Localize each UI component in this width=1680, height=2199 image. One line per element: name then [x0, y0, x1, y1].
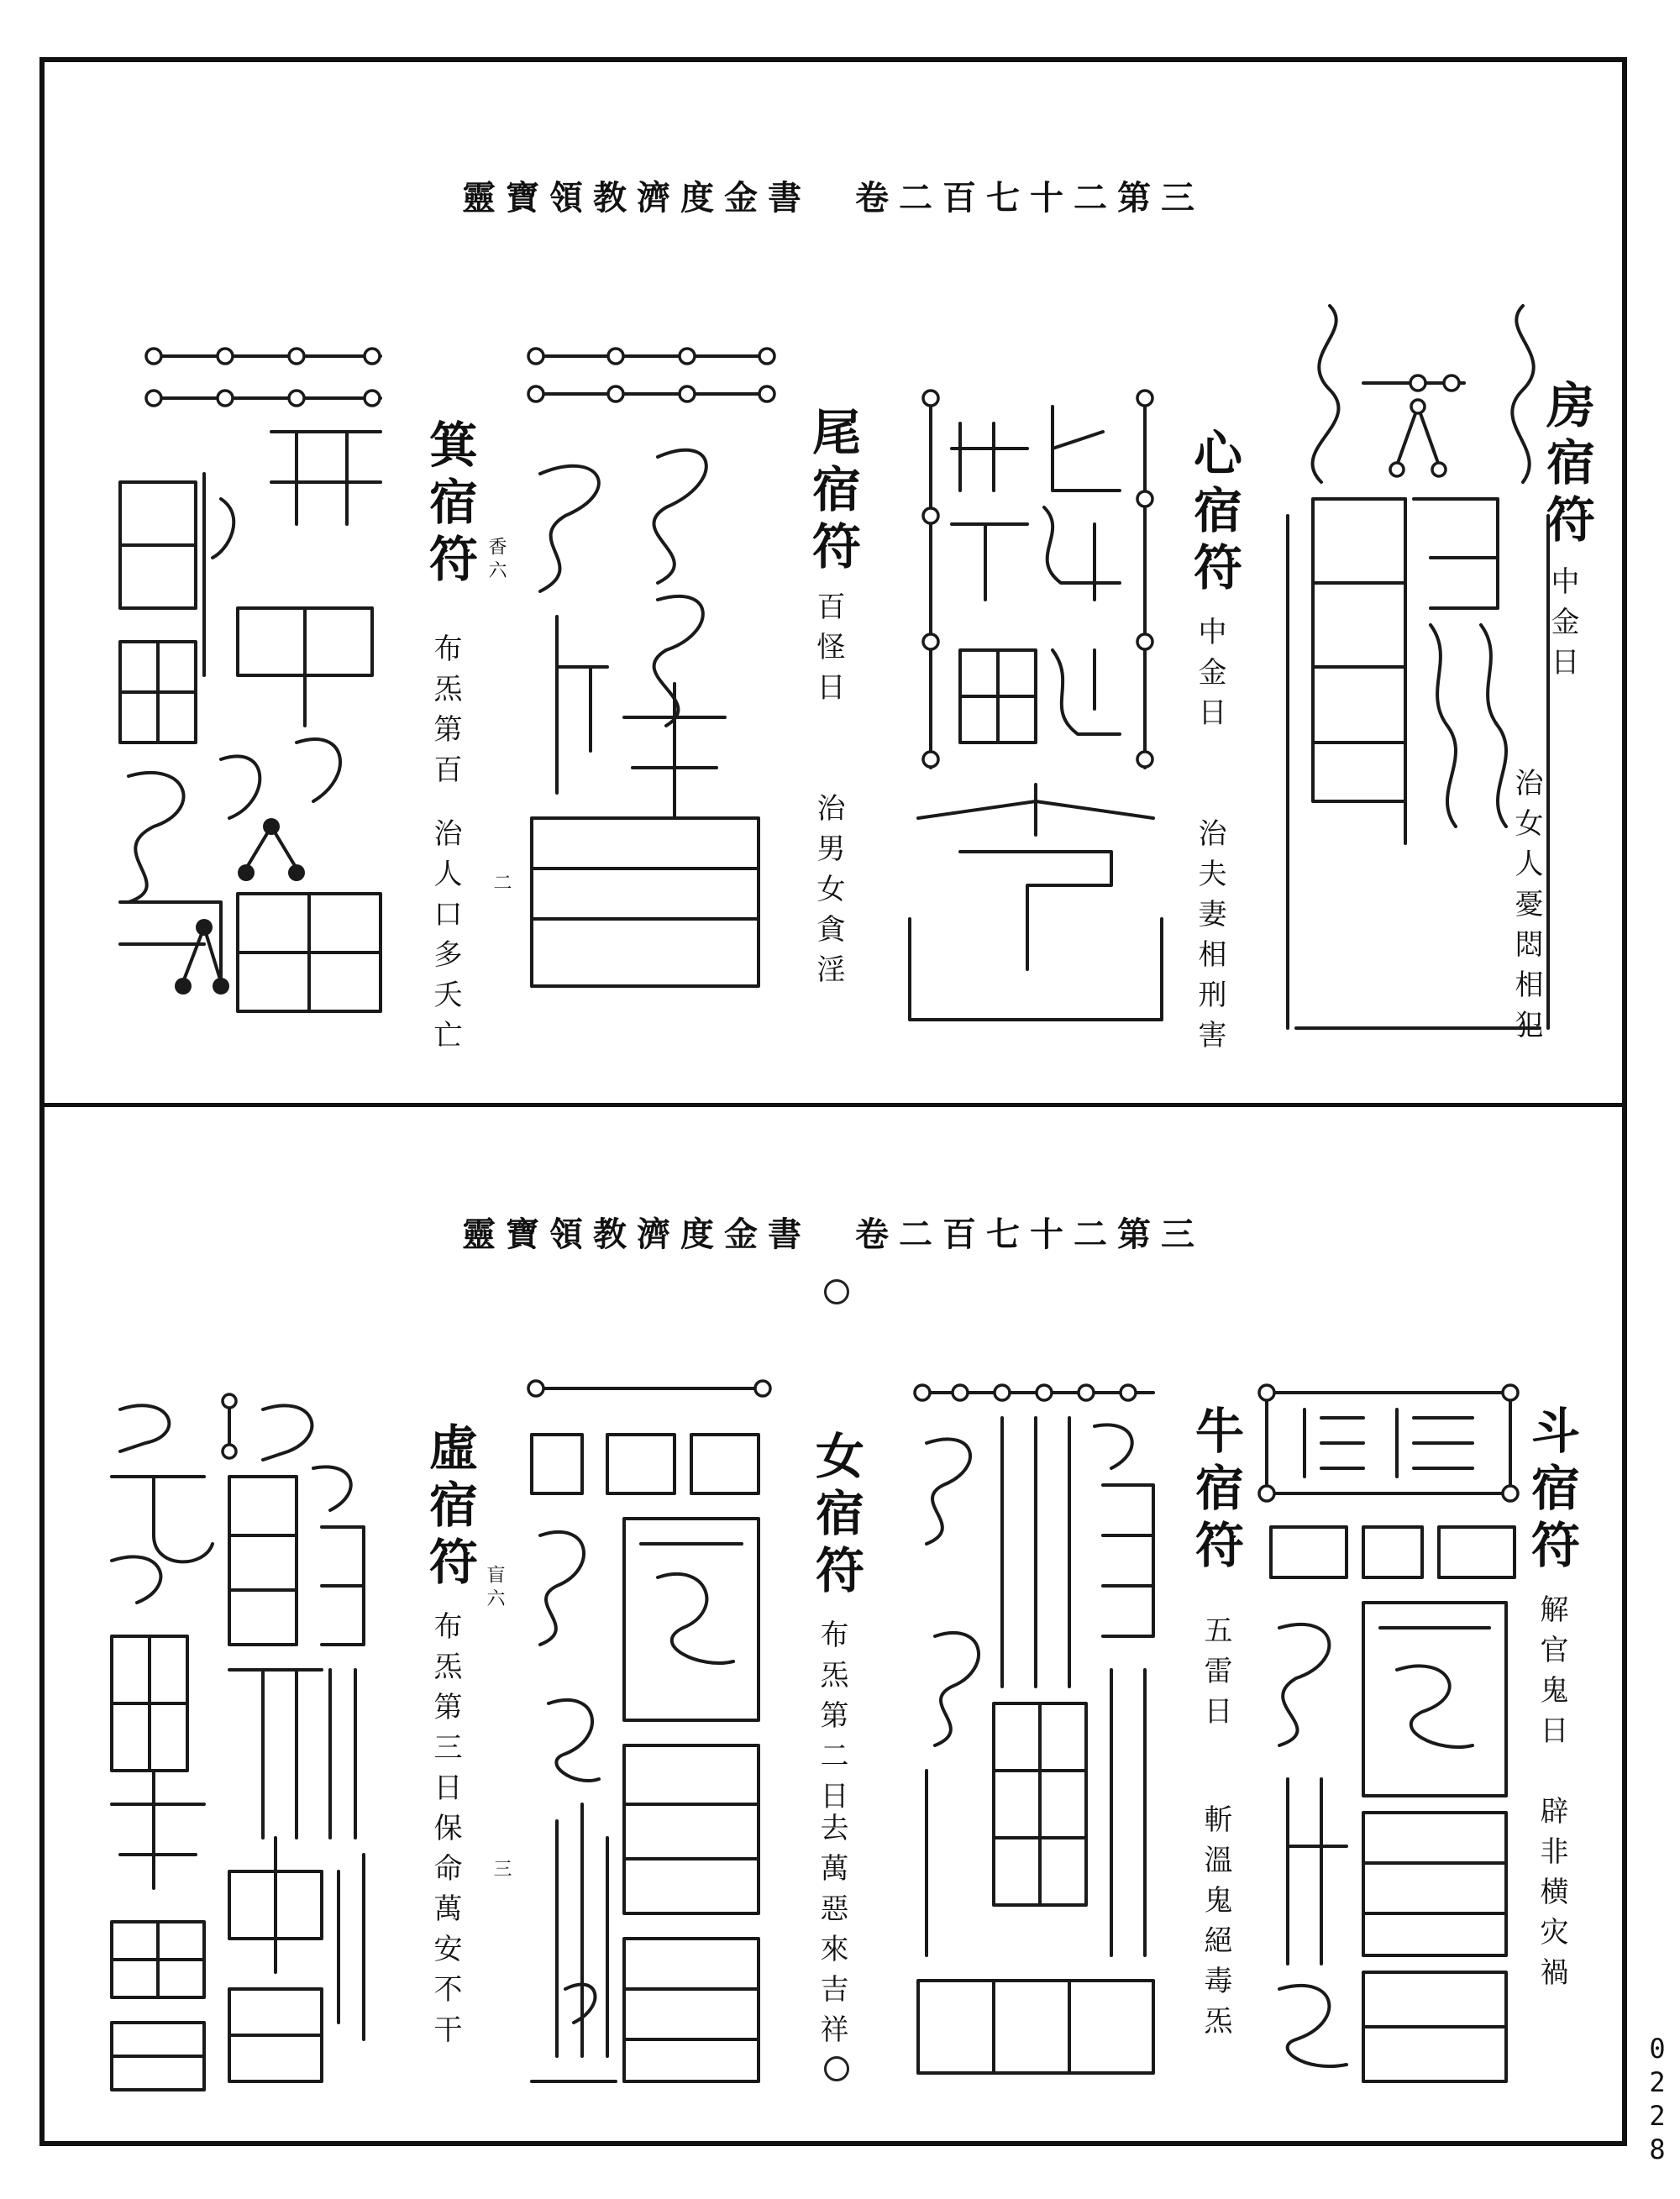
- talisman-title: 斗宿符: [1523, 1405, 1580, 1577]
- talisman-title: 尾宿符: [804, 407, 861, 578]
- talisman-small-note: 盲六: [484, 1565, 505, 1612]
- talisman-note: 治人口多夭亡: [428, 818, 462, 1060]
- talisman-xin-glyph: [901, 331, 1170, 1062]
- talisman-note: 斬溫鬼絕毒炁: [1199, 1804, 1232, 2046]
- talisman-wei-glyph: [523, 314, 775, 1011]
- talisman-note: 中金日: [1193, 617, 1226, 737]
- talisman-note: 五雷日: [1199, 1615, 1232, 1736]
- page-number: 0228: [1641, 2033, 1673, 2167]
- talisman-note: 治男女貪淫: [811, 793, 845, 995]
- talisman-small-note: 香六: [486, 537, 507, 584]
- top-panel: [45, 62, 1622, 1103]
- talisman-note: 治夫妻相刑害: [1193, 818, 1226, 1060]
- bottom-panel: [45, 1107, 1622, 2141]
- talisman-note: 布炁第二日: [815, 1619, 848, 1821]
- talisman-fang-glyph: [1279, 306, 1557, 1045]
- talisman-note: 治女人憂悶相犯: [1509, 768, 1543, 1050]
- talisman-xu-glyph: [103, 1367, 372, 2107]
- talisman-note: 布炁第三日: [428, 1611, 462, 1813]
- talisman-note: 辟非横灾禍: [1535, 1796, 1568, 1997]
- binding-hole: [824, 1279, 849, 1304]
- running-header: 靈寶領教濟度金書 卷二百七十二第三: [462, 178, 1205, 218]
- binding-hole: [824, 2056, 849, 2081]
- talisman-note: 百怪日: [811, 591, 845, 712]
- talisman-title: 牛宿符: [1187, 1405, 1244, 1577]
- talisman-nv-glyph: [523, 1367, 775, 2107]
- talisman-dou-glyph: [1254, 1376, 1531, 2098]
- talisman-title: 虛宿符: [421, 1422, 478, 1593]
- talisman-note: 去萬惡來吉祥: [815, 1813, 848, 2055]
- talisman-note: 布炁第百: [428, 633, 462, 795]
- talisman-ji-glyph: [103, 306, 389, 1028]
- talisman-note: 中金日: [1546, 566, 1579, 687]
- talisman-small-note: 二: [491, 873, 512, 896]
- talisman-note: 解官鬼日: [1535, 1594, 1568, 1756]
- talisman-title: 箕宿符: [421, 419, 478, 590]
- talisman-title: 女宿符: [807, 1430, 864, 1602]
- talisman-title: 心宿符: [1185, 428, 1242, 599]
- talisman-small-note: 三: [491, 1859, 512, 1882]
- talisman-note: 保命萬安不干: [428, 1813, 462, 2055]
- talisman-niu-glyph: [910, 1367, 1162, 2090]
- running-header: 靈寶領教濟度金書 卷二百七十二第三: [462, 1215, 1205, 1254]
- talisman-title: 房宿符: [1538, 380, 1595, 551]
